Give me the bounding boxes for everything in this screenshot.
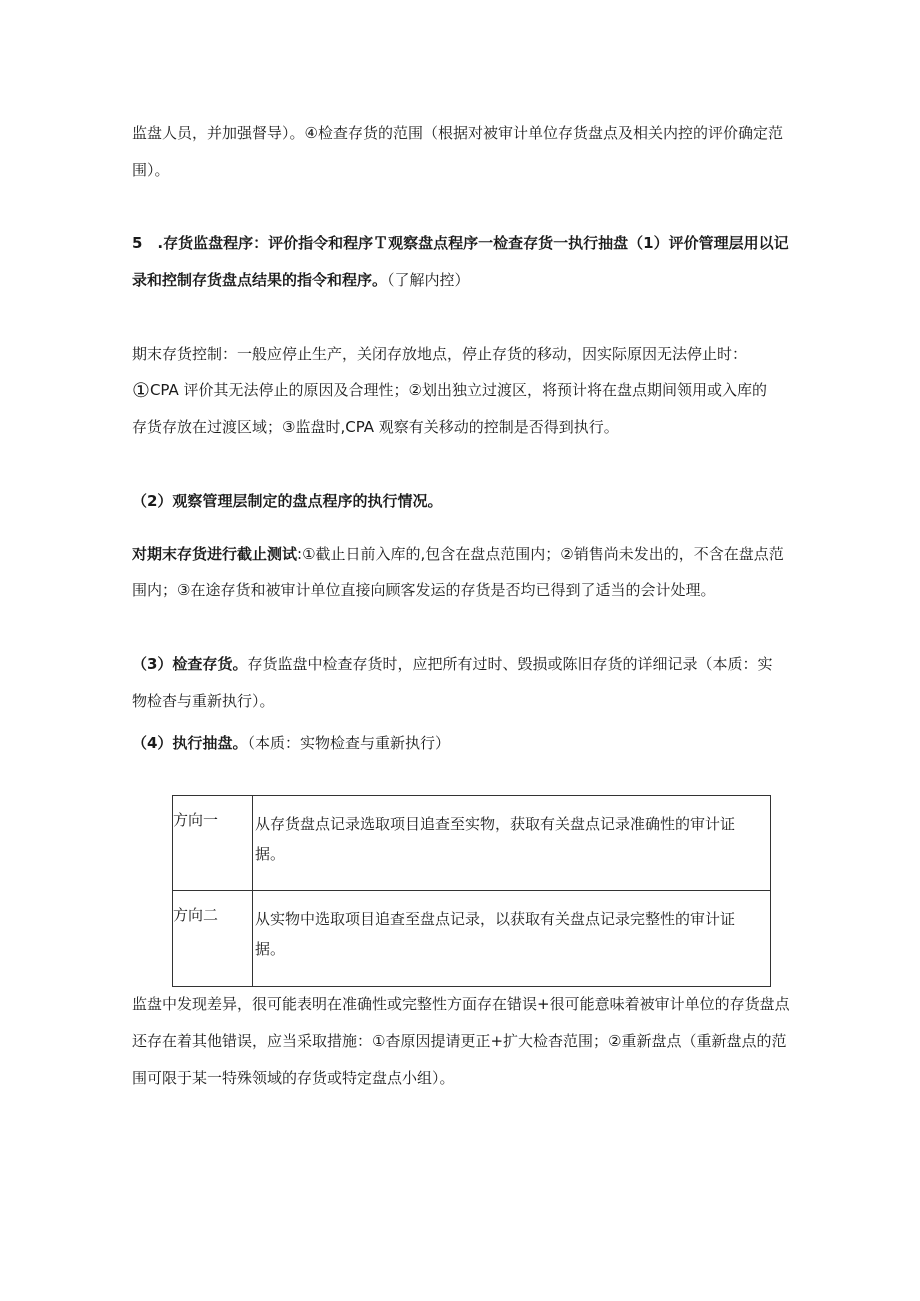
row2-text-line1: 从实物中选取项目追查至盘点记录，以获取有关盘点记录完整性的审计证 [255, 910, 736, 928]
para1-line1: 监盘人员，并加强督导）。④检查存货的范围（根据对被审计单位存货盘点及相关内控的评价确定范 [132, 124, 783, 142]
para7-line1 [132, 733, 792, 753]
table-cell-label [173, 796, 253, 891]
sampling-direction-table [172, 795, 771, 987]
para8-line3: 围可限于某一特殊领域的存货或特定盘点小组）。 [132, 1069, 455, 1087]
para5-line1-bold: 对期末存货进行截止测试 [132, 545, 298, 563]
para6-line1-normal: 存货监盘中检查存货时，应把所有过时、毁损或陈旧存货的详细记录（本质：实 [247, 655, 773, 673]
para5-line2: 围内；③在途存货和被审计单位直接向顾客发运的存货是否均已得到了适当的会计处理。 [132, 581, 716, 599]
para3-line2-text: CPA 评价其无法停止的原因及合理性；②划出独立过渡区，将预计将在盘点期间领用或入库的 [149, 381, 767, 399]
para7-line1-normal: （本质：实物检查与重新执行） [247, 734, 450, 752]
para8-line1: 监盘中发现差异，很可能表明在准确性或完整性方面存在错误+很可能意味着被审计单位的存货盘点 [132, 995, 790, 1013]
para2-line1: 5 .存货监盘程序：评价指令和程序Ｔ观察盘点程序一检查存货一执行抽盘（1）评价管理层用以记 [132, 234, 789, 252]
row2-label: 方向二 [173, 906, 219, 924]
table-cell-label [173, 891, 253, 987]
para3-line3: 存货存放在过渡区域；③监盘时,CPA 观察有关移动的控制是否得到执行。 [132, 418, 619, 436]
para8-line2: 还存在着其他错误，应当采取措施：①杳原因提请更正+扩大检杳范围；②重新盘点（重新盘点的范 [132, 1032, 787, 1050]
para3-line2 [132, 380, 792, 400]
para2-line2 [132, 270, 792, 290]
para6-line1 [132, 654, 792, 674]
para6-line2: 物检杳与重新执行）。 [132, 692, 275, 710]
para4-heading: （2）观察管理层制定的盘点程序的执行情况。 [132, 492, 443, 510]
para2-line2-normal: （了解内控） [387, 271, 470, 289]
para5-line1 [132, 544, 792, 564]
row1-text-line2: 据。 [255, 845, 286, 863]
table-cell-text [253, 796, 771, 891]
row1-text-line1: 从存货盘点记录选取项目追查至实物，获取有关盘点记录准确性的审计证 [255, 815, 736, 833]
para1-line2: 围）。 [132, 161, 170, 179]
para7-line1-bold: （4）执行抽盘。 [132, 734, 248, 752]
row1-label: 方向一 [173, 811, 219, 829]
circled-one-marker: ① [132, 378, 150, 402]
para5-line1-normal: :①截止日前入库的,包含在盘点范围内；②销售尚未发出的，不含在盘点范 [297, 545, 784, 563]
para6-line1-bold: （3）检查存货。 [132, 655, 248, 673]
row2-text-line2: 据。 [255, 940, 286, 958]
para3-line1: 期末存货控制：一般应停止生产，关闭存放地点，停止存货的移动，因实际原因无法停止时： [132, 345, 748, 363]
para2-line2-bold: 录和控制存货盘点结果的指令和程序。 [132, 271, 388, 289]
table-cell-text [253, 891, 771, 987]
table-row [173, 796, 771, 891]
table-row [173, 891, 771, 987]
